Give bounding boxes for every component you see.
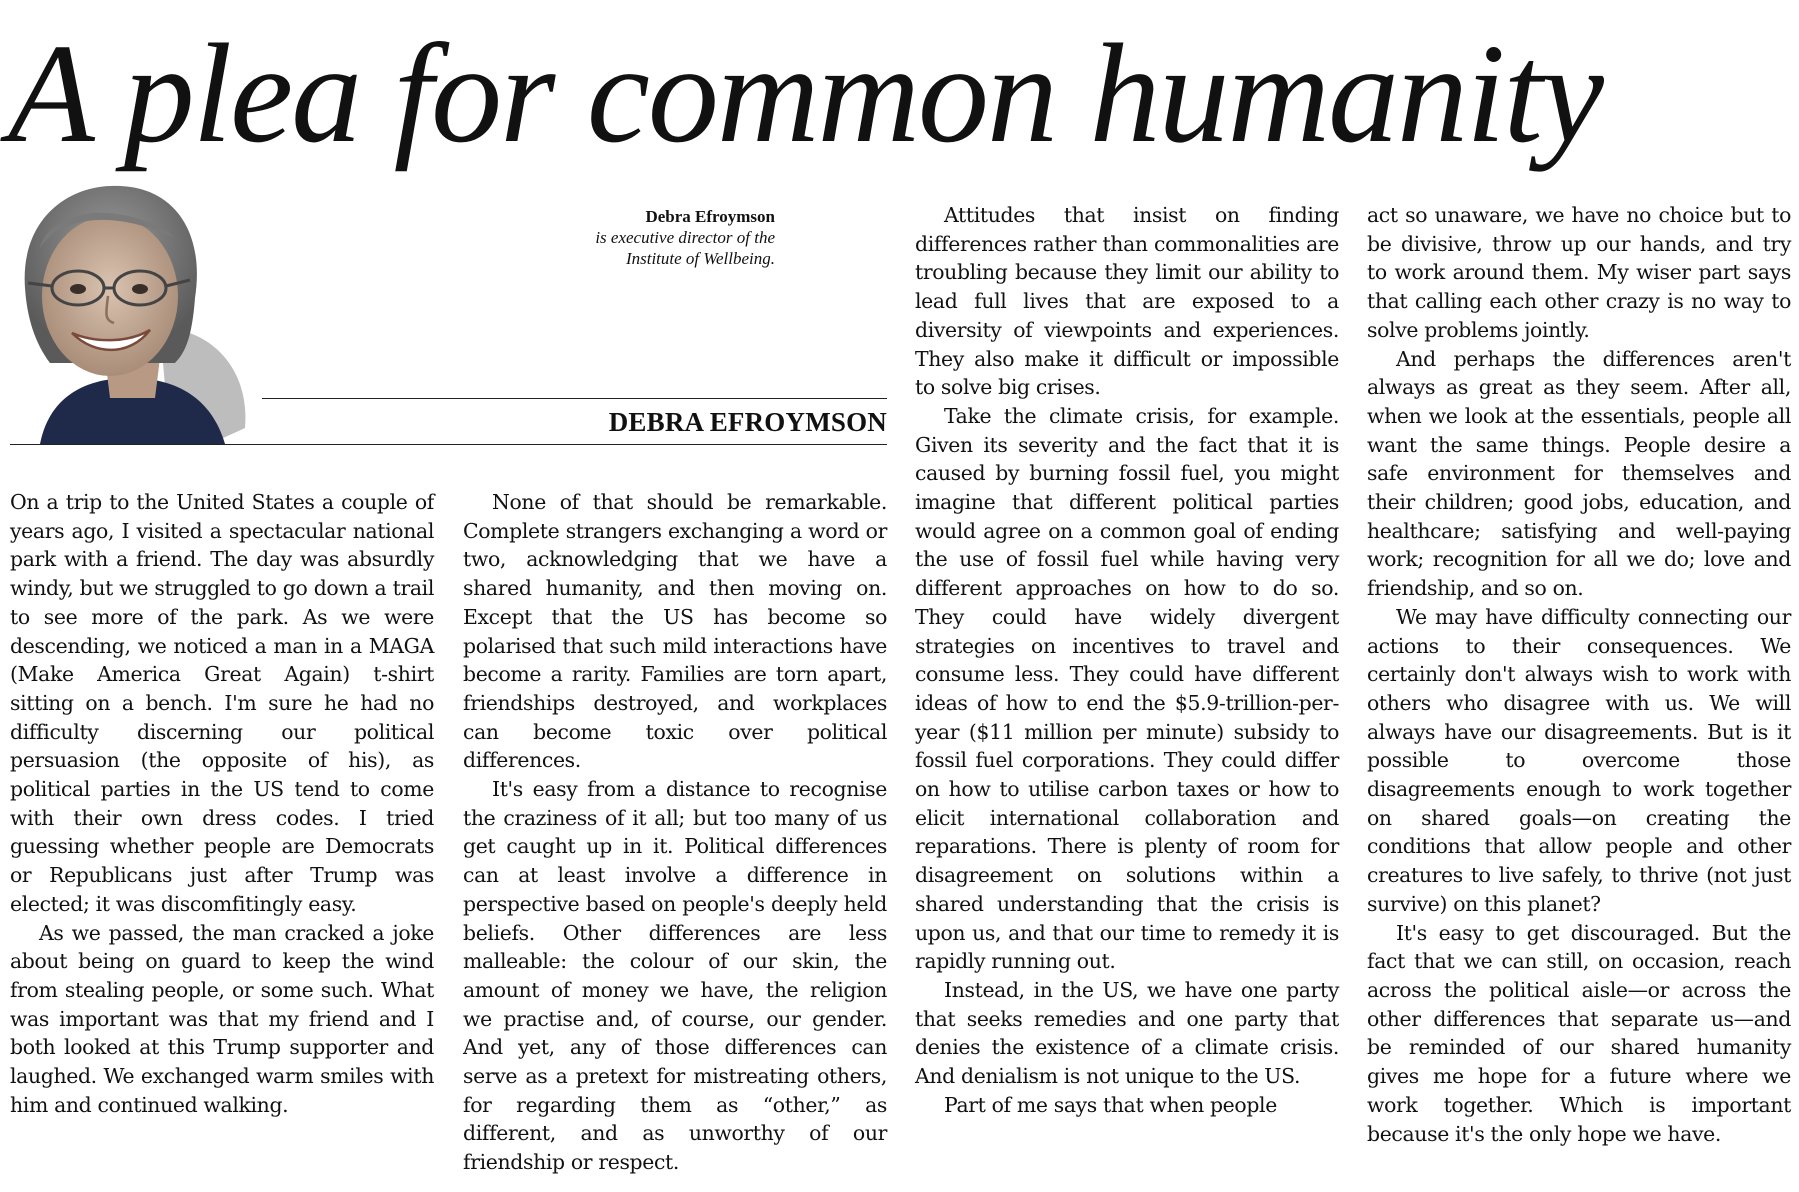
author-caption-desc-line-1: is executive director of the xyxy=(595,228,775,247)
paragraph-8-continued: act so unaware, we have no choice but to be divisive, throw up our hands, and try to work around them. My wiser part says that calling each other crazy is no way to solve problems jointly. xyxy=(1367,203,1791,342)
article-column-1 xyxy=(10,488,434,1119)
paragraph-4: It's easy from a distance to recognise the craziness of it all; but too many of us get caught up in it. Political differences can at least involve a difference in perspective based on people's deeply held beliefs. Other differences are less malleable: the colour of our skin, the amount of money we have, the religion we practise and, of course, our gender. And yet, any of those differences can serve as a pretext for mistreating others, for regarding them as “other,” as different, and as unworthy of our friendship or respect. xyxy=(463,777,887,1175)
headline: A plea for common humanity xyxy=(8,14,1602,172)
paragraph-10: We may have difficulty connecting our actions to their consequences. We certainly don't always wish to work with others who disagree with us. We will always have our disagreements. But is it possible to overcome those disagreements enough to work together on shared goals—on creating the conditions that allow people and other creatures to live safely, to thrive (not just survive) on this planet? xyxy=(1367,604,1791,916)
article-column-4 xyxy=(1367,201,1791,1148)
paragraph-6: Take the climate crisis, for example. Given its severity and the fact that it is caused by burning fossil fuel, you might imagine that different political parties would agree on a common goal of ending the use of fossil fuel while having very different approaches on how to do so. They could have widely divergent strategies on incentives to travel and consume less. They could have different ideas of how to end the $5.9-trillion-per-year ($11 million per minute) subsidy to fossil fuel corporations. They could differ on how to utilise carbon taxes or how to elicit international collaboration and reparations. There is plenty of room for disagreement on solutions within a shared understanding that the crisis is upon us, and that our time to remedy it is rapidly running out. xyxy=(915,403,1339,974)
author-name: DEBRA EFROYMSON xyxy=(608,407,887,437)
byline-bottom-rule xyxy=(10,444,887,445)
byline-top-rule xyxy=(262,398,887,399)
paragraph-9: And perhaps the differences aren't always as great as they seem. After all, when we look at the essentials, people all want the same things. People desire a safe environment for themselves and their children; good jobs, education, and healthcare; satisfying and well-paying work; recognition for all we do; love and friendship, and so on. xyxy=(1367,346,1791,601)
author-photo xyxy=(10,178,260,444)
paragraph-3: None of that should be remarkable. Complete strangers exchanging a word or two, acknowledging that we have a shared humanity, and then moving on. Except that the US has become so polarised that such mild interactions have become a rarity. Families are torn apart, friendships destroyed, and workplaces can become toxic over political differences. xyxy=(463,490,887,773)
paragraph-8-start: Part of me says that when people xyxy=(944,1092,1277,1117)
paragraph-11: It's easy to get discouraged. But the fact that we can still, on occasion, reach across the political aisle—or across the other differences that separate us—and be reminded of our shared humanity gives me hope for a future where we work together. Which is important because it's the only hope we have. xyxy=(1367,920,1791,1146)
paragraph-1: On a trip to the United States a couple of years ago, I visited a spectacular national park with a friend. The day was absurdly windy, but we struggled to go down a trail to see more of the park. As we were descending, we noticed a man in a MAGA (Make America Great Again) t-shirt sitting on a bench. I'm sure he had no difficulty discerning our political persuasion (the opposite of his), as political parties in the US tend to come with their own dress codes. I tried guessing whether people are Democrats or Republicans just after Trump was elected; it was discomfitingly easy. xyxy=(10,490,434,916)
paragraph-7: Instead, in the US, we have one party that seeks remedies and one party that denies the existence of a climate crisis. And denialism is not unique to the US. xyxy=(915,977,1339,1089)
paragraph-5: Attitudes that insist on finding differences rather than commonalities are troubling because they limit our ability to lead full lives that are exposed to a diversity of viewpoints and experiences. They also make it difficult or impossible to solve big crises. xyxy=(915,203,1339,400)
author-caption xyxy=(595,206,775,269)
article-column-3 xyxy=(915,201,1339,1120)
article-column-2 xyxy=(463,488,887,1177)
paragraph-2: As we passed, the man cracked a joke about being on guard to keep the wind from stealing people, or some such. What was important was that my friend and I both looked at this Trump supporter and laughed. We exchanged warm smiles with him and continued walking. xyxy=(10,920,434,1117)
author-caption-desc-line-2: Institute of Wellbeing. xyxy=(625,249,775,268)
author-caption-name: Debra Efroymson xyxy=(645,207,775,226)
